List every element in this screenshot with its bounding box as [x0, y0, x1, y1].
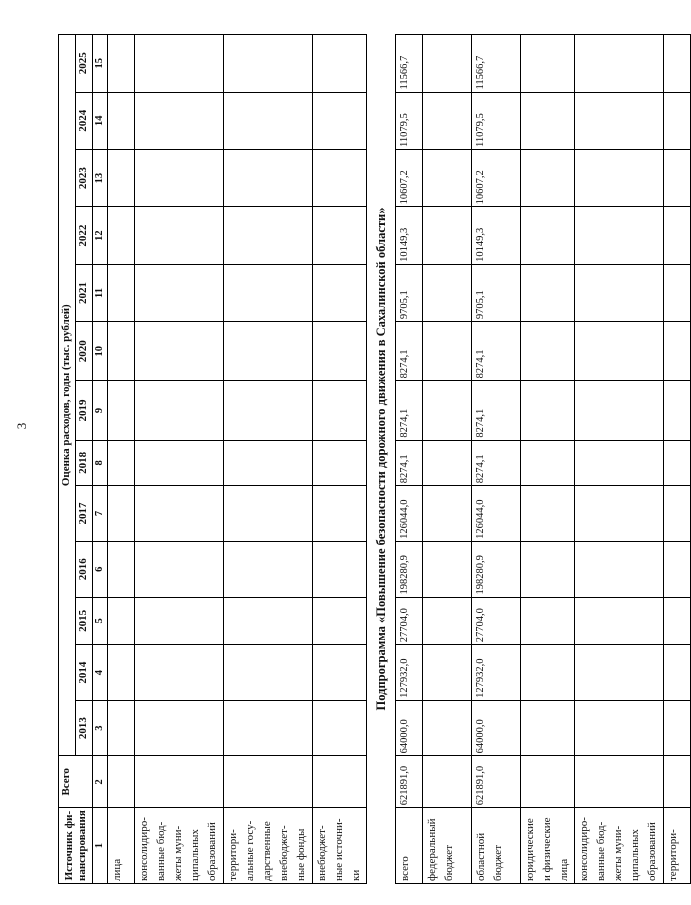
value-cell	[575, 597, 664, 645]
year-header: 2019	[76, 381, 93, 440]
value-cell: 8274,1	[396, 381, 423, 440]
value-cell	[108, 381, 135, 440]
value-cell	[664, 541, 691, 597]
value-cell: 10607,2	[396, 149, 423, 206]
value-cell	[108, 756, 135, 808]
column-number: 8	[93, 440, 108, 486]
table-row	[224, 35, 313, 884]
table-row	[472, 35, 521, 884]
value-cell: 9705,1	[472, 264, 521, 321]
value-cell: 10149,3	[472, 207, 521, 264]
value-cell	[575, 35, 664, 93]
value-cell	[313, 149, 367, 206]
column-number: 12	[93, 207, 108, 264]
table-row	[575, 35, 664, 884]
value-cell	[224, 541, 313, 597]
value-cell	[108, 597, 135, 645]
value-cell	[423, 645, 472, 701]
value-cell	[313, 207, 367, 264]
source-cell: консолидиро-ванные бюд-жеты муни-ципальных образований	[135, 808, 224, 884]
value-cell	[135, 700, 224, 756]
value-cell	[575, 207, 664, 264]
value-cell	[575, 381, 664, 440]
table-row	[521, 35, 575, 884]
value-cell	[664, 149, 691, 206]
value-cell	[108, 541, 135, 597]
value-cell	[575, 322, 664, 381]
value-cell	[313, 597, 367, 645]
value-cell	[423, 700, 472, 756]
year-header: 2021	[76, 264, 93, 321]
column-number: 15	[93, 35, 108, 93]
value-cell	[423, 35, 472, 93]
value-cell	[135, 264, 224, 321]
value-cell: 126044,0	[472, 486, 521, 542]
column-number: 14	[93, 92, 108, 149]
value-cell	[108, 149, 135, 206]
column-number: 6	[93, 541, 108, 597]
value-cell	[108, 645, 135, 701]
value-cell	[135, 35, 224, 93]
value-cell	[575, 541, 664, 597]
value-cell	[224, 756, 313, 808]
value-cell	[224, 322, 313, 381]
value-cell	[575, 700, 664, 756]
value-cell	[224, 149, 313, 206]
value-cell: 27704,0	[472, 597, 521, 645]
value-cell	[521, 486, 575, 542]
source-column-header	[59, 808, 93, 884]
value-cell	[423, 440, 472, 486]
value-cell	[664, 322, 691, 381]
value-cell	[521, 756, 575, 808]
column-number: 10	[93, 322, 108, 381]
value-cell	[224, 264, 313, 321]
value-cell	[313, 756, 367, 808]
value-cell	[313, 645, 367, 701]
value-cell	[664, 597, 691, 645]
value-cell: 127932,0	[472, 645, 521, 701]
value-cell	[108, 92, 135, 149]
value-cell	[224, 597, 313, 645]
source-cell: территори-альные госу-дарственные внебюджет-ные фонды	[224, 808, 313, 884]
value-cell: 27704,0	[396, 597, 423, 645]
table-row	[396, 35, 423, 884]
source-cell: всего	[396, 808, 423, 884]
source-cell: областной бюджет	[472, 808, 521, 884]
year-header: 2016	[76, 541, 93, 597]
value-cell: 198280,9	[472, 541, 521, 597]
value-cell	[135, 597, 224, 645]
value-cell	[313, 541, 367, 597]
source-cell: консолидиро-ванные бюд-жеты муни-ципальных образований	[575, 808, 664, 884]
value-cell	[664, 486, 691, 542]
value-cell	[521, 700, 575, 756]
value-cell	[664, 756, 691, 808]
value-cell: 11566,7	[396, 35, 423, 93]
column-number: 9	[93, 381, 108, 440]
source-header-line: нансирования	[75, 810, 88, 881]
value-cell	[313, 92, 367, 149]
table-row	[108, 35, 135, 884]
value-cell	[135, 381, 224, 440]
page-number: 3	[14, 422, 29, 430]
value-cell	[664, 440, 691, 486]
value-cell	[521, 381, 575, 440]
value-cell: 8274,1	[472, 322, 521, 381]
value-cell: 621891,0	[472, 756, 521, 808]
value-cell: 11566,7	[472, 35, 521, 93]
value-cell	[135, 440, 224, 486]
column-number-row	[93, 35, 108, 884]
value-cell	[521, 149, 575, 206]
value-cell	[135, 207, 224, 264]
value-cell	[313, 35, 367, 93]
value-cell	[423, 322, 472, 381]
year-header: 2022	[76, 207, 93, 264]
value-cell	[521, 35, 575, 93]
value-cell	[313, 440, 367, 486]
value-cell	[135, 756, 224, 808]
column-number: 1	[93, 808, 108, 884]
value-cell	[521, 597, 575, 645]
value-cell: 8274,1	[396, 322, 423, 381]
value-cell	[664, 645, 691, 701]
year-header: 2014	[76, 645, 93, 701]
value-cell	[108, 35, 135, 93]
estimate-header: Оценка расходов, годы (тыс. рублей)	[59, 35, 76, 756]
year-header: 2013	[76, 700, 93, 756]
value-cell	[521, 322, 575, 381]
value-cell	[108, 264, 135, 321]
year-header: 2025	[76, 35, 93, 93]
value-cell	[575, 756, 664, 808]
value-cell	[135, 541, 224, 597]
column-number: 11	[93, 264, 108, 321]
value-cell	[521, 645, 575, 701]
table-row	[313, 35, 367, 884]
value-cell	[664, 92, 691, 149]
value-cell	[575, 486, 664, 542]
table-row	[423, 35, 472, 884]
value-cell: 8274,1	[396, 440, 423, 486]
value-cell	[423, 541, 472, 597]
value-cell: 64000,0	[396, 700, 423, 756]
value-cell	[521, 440, 575, 486]
value-cell	[423, 486, 472, 542]
column-number: 2	[93, 756, 108, 808]
value-cell: 127932,0	[396, 645, 423, 701]
value-cell: 198280,9	[396, 541, 423, 597]
value-cell	[575, 264, 664, 321]
source-cell: внебюджет-ные источни-ки	[313, 808, 367, 884]
value-cell	[423, 756, 472, 808]
value-cell	[521, 92, 575, 149]
value-cell	[521, 541, 575, 597]
value-cell	[135, 645, 224, 701]
table-row	[664, 35, 691, 884]
value-cell	[108, 700, 135, 756]
value-cell: 10149,3	[396, 207, 423, 264]
value-cell: 64000,0	[472, 700, 521, 756]
value-cell	[108, 322, 135, 381]
value-cell	[575, 440, 664, 486]
value-cell	[135, 322, 224, 381]
header-row	[59, 35, 76, 884]
total-header: Всего	[59, 756, 93, 808]
source-header-line: Источник фи-	[62, 810, 75, 881]
value-cell: 9705,1	[396, 264, 423, 321]
value-cell	[313, 486, 367, 542]
value-cell	[224, 35, 313, 93]
year-header: 2023	[76, 149, 93, 206]
value-cell	[664, 207, 691, 264]
value-cell	[521, 207, 575, 264]
value-cell	[135, 486, 224, 542]
value-cell	[108, 207, 135, 264]
value-cell: 11079,5	[472, 92, 521, 149]
value-cell: 8274,1	[472, 440, 521, 486]
value-cell	[135, 92, 224, 149]
financing-table	[58, 34, 691, 884]
source-cell: федеральный бюджет	[423, 808, 472, 884]
value-cell: 126044,0	[396, 486, 423, 542]
value-cell	[423, 92, 472, 149]
year-header: 2018	[76, 440, 93, 486]
value-cell	[521, 264, 575, 321]
year-header: 2020	[76, 322, 93, 381]
value-cell	[224, 486, 313, 542]
value-cell	[135, 149, 224, 206]
value-cell	[224, 700, 313, 756]
table-row	[135, 35, 224, 884]
landscape-page	[58, 34, 679, 884]
value-cell	[664, 264, 691, 321]
year-header: 2017	[76, 486, 93, 542]
value-cell	[664, 381, 691, 440]
value-cell	[313, 700, 367, 756]
source-cell: территори-	[664, 808, 691, 884]
value-cell	[575, 92, 664, 149]
value-cell	[423, 264, 472, 321]
value-cell	[224, 440, 313, 486]
value-cell	[313, 264, 367, 321]
value-cell	[313, 381, 367, 440]
value-cell	[575, 645, 664, 701]
value-cell	[423, 207, 472, 264]
value-cell	[224, 645, 313, 701]
column-number: 7	[93, 486, 108, 542]
year-header: 2015	[76, 597, 93, 645]
value-cell	[224, 381, 313, 440]
column-number: 3	[93, 700, 108, 756]
value-cell	[423, 149, 472, 206]
column-number: 5	[93, 597, 108, 645]
value-cell: 8274,1	[472, 381, 521, 440]
source-cell: юридические и физические лица	[521, 808, 575, 884]
value-cell	[224, 207, 313, 264]
value-cell	[108, 440, 135, 486]
subprogram-title-row	[367, 35, 396, 884]
column-number: 13	[93, 149, 108, 206]
value-cell	[224, 92, 313, 149]
value-cell	[423, 381, 472, 440]
subprogram-title: Подпрограмма «Повышение безопасности дорожного движения в Сахалинской области»	[367, 35, 396, 884]
source-cell: лица	[108, 808, 135, 884]
value-cell	[108, 486, 135, 542]
value-cell: 621891,0	[396, 756, 423, 808]
value-cell	[664, 35, 691, 93]
year-header: 2024	[76, 92, 93, 149]
column-number: 4	[93, 645, 108, 701]
value-cell	[313, 322, 367, 381]
value-cell: 11079,5	[396, 92, 423, 149]
value-cell	[423, 597, 472, 645]
value-cell	[664, 700, 691, 756]
value-cell	[575, 149, 664, 206]
value-cell: 10607,2	[472, 149, 521, 206]
